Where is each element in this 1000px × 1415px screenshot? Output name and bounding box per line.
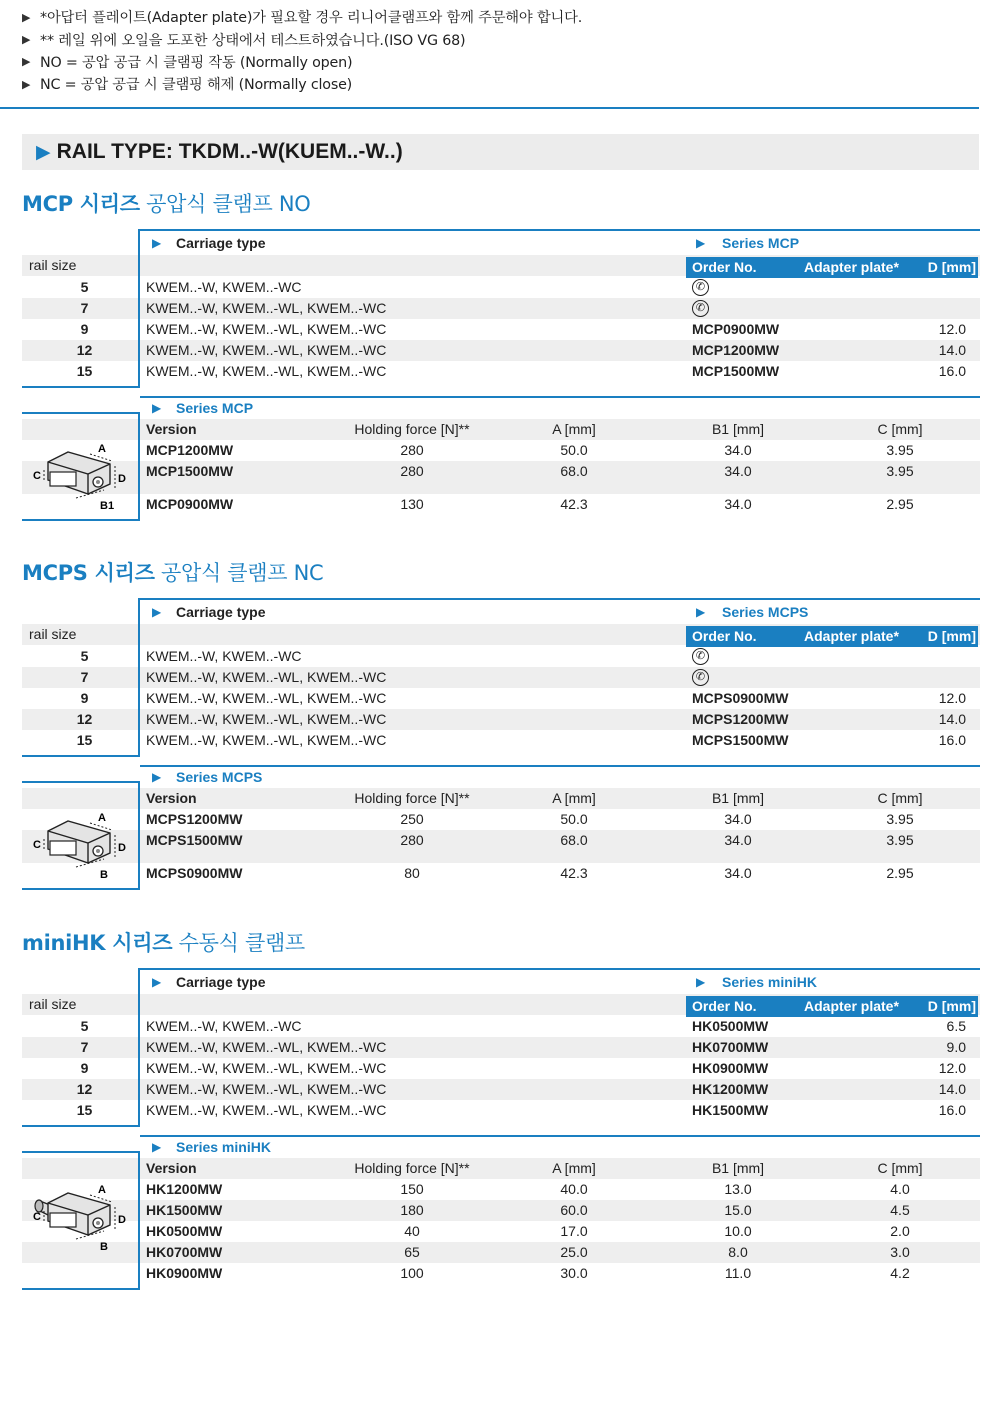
rail-size-value: 7 <box>80 669 89 685</box>
order-no-value: MCPS1500MW <box>692 732 789 748</box>
c-mm-label: C [mm] <box>877 1160 923 1176</box>
table-row <box>22 1100 980 1121</box>
carriage-value: KWEM..-W, KWEM..-WL, KWEM..-WC <box>146 669 387 685</box>
table-row <box>22 1058 980 1079</box>
rail-size-value: 5 <box>80 648 89 664</box>
table-border <box>138 412 140 521</box>
svg-text:C: C <box>33 470 41 482</box>
rail-size-value: 15 <box>76 363 93 379</box>
svg-text:A: A <box>98 812 106 824</box>
triangle-icon: ▶ <box>22 10 31 24</box>
section-title-desc: 수동식 클램프 <box>172 931 305 955</box>
rail-size-value: 12 <box>76 342 93 358</box>
version-value: HK1200MW <box>146 1181 223 1197</box>
table-border <box>22 1288 140 1290</box>
b1-mm-label: B1 [mm] <box>711 1160 765 1176</box>
table-border <box>140 968 980 970</box>
table-row <box>22 461 980 494</box>
rail-header-row <box>22 624 980 645</box>
holding-force-label: Holding force [N]** <box>354 790 470 806</box>
section-title-desc: 공압식 클램프 NO <box>139 192 311 216</box>
section-title-desc: 공압식 클램프 NC <box>154 561 324 585</box>
a-value: 68.0 <box>560 463 588 479</box>
b1-mm-label: B1 [mm] <box>711 790 765 806</box>
carriage-value: KWEM..-W, KWEM..-WL, KWEM..-WC <box>146 321 387 337</box>
holding-force-value: 80 <box>404 865 420 881</box>
holding-force-label: Holding force [N]** <box>354 421 470 437</box>
phone-cell <box>692 667 722 688</box>
adapter-plate-label: Adapter plate* <box>804 628 899 644</box>
diagram-wrap <box>30 434 130 517</box>
version-header-row <box>22 419 980 440</box>
section-title-series: MCP 시리즈 <box>22 192 140 216</box>
svg-text:B: B <box>100 1241 108 1253</box>
note-item: ▶ *아답터 플레이트(Adapter plate)가 필요할 경우 리니어클램프와 함께 주문해야 합니다. <box>22 10 583 27</box>
svg-text:C: C <box>33 1211 41 1223</box>
svg-text:A: A <box>98 443 106 455</box>
carriage-header-row <box>22 972 980 993</box>
order-no-value: HK0700MW <box>692 1039 769 1055</box>
c-value: 4.5 <box>890 1202 910 1218</box>
series-label: Series MCPS <box>176 769 263 785</box>
table-row <box>22 1016 980 1037</box>
carriage-value: KWEM..-W, KWEM..-WL, KWEM..-WC <box>146 363 387 379</box>
clamp-diagram-icon <box>30 434 130 514</box>
a-value: 68.0 <box>560 832 588 848</box>
triangle-icon: ▶ <box>22 33 31 47</box>
triangle-icon: ▶ <box>22 55 31 69</box>
c-value: 4.0 <box>890 1181 910 1197</box>
b1-mm-label: B1 [mm] <box>711 421 765 437</box>
triangle-icon: ▶ <box>696 236 706 250</box>
rail-size-label: rail size <box>29 626 77 642</box>
phone-icon[interactable]: ✆ <box>692 648 709 665</box>
holding-force-value: 280 <box>400 442 424 458</box>
note-item: ▶ ** 레일 위에 오일을 도포한 상태에서 테스트하였습니다.(ISO VG 68) <box>22 32 466 49</box>
phone-icon[interactable]: ✆ <box>692 300 709 317</box>
order-no-value: MCPS1200MW <box>692 711 789 727</box>
clamp-diagram-icon <box>30 1175 130 1255</box>
table-row <box>22 863 980 884</box>
holding-force-value: 180 <box>400 1202 424 1218</box>
d-value: 9.0 <box>946 1039 966 1055</box>
triangle-icon: ▶ <box>22 77 31 91</box>
series-label: Series miniHK <box>176 1139 271 1155</box>
holding-force-value: 100 <box>400 1265 424 1281</box>
adapter-plate-label: Adapter plate* <box>804 259 899 275</box>
phone-icon[interactable]: ✆ <box>692 669 709 686</box>
triangle-icon: ▶ <box>152 975 162 989</box>
series-label: Series miniHK <box>722 974 817 990</box>
carriage-value: KWEM..-W, KWEM..-WL, KWEM..-WC <box>146 1060 387 1076</box>
holding-force-value: 130 <box>400 496 424 512</box>
phone-cell <box>692 298 722 319</box>
carriage-type-label: Carriage type <box>176 974 266 990</box>
rail-size-value: 9 <box>80 321 89 337</box>
svg-text:B1: B1 <box>100 500 115 512</box>
svg-text:D: D <box>118 473 126 485</box>
section-title <box>22 188 310 218</box>
c-value: 3.0 <box>890 1244 910 1260</box>
order-no-value: MCP1200MW <box>692 342 780 358</box>
phone-cell <box>692 277 722 298</box>
rail-size-value: 7 <box>80 1039 89 1055</box>
table-border <box>22 755 140 757</box>
version-label: Version <box>146 1160 197 1176</box>
c-value: 2.0 <box>890 1223 910 1239</box>
triangle-icon: ▶ <box>152 605 162 619</box>
b1-value: 15.0 <box>724 1202 752 1218</box>
a-value: 60.0 <box>560 1202 588 1218</box>
triangle-icon: ▶ <box>696 975 706 989</box>
d-value <box>902 667 966 688</box>
d-mm-label: D [mm] <box>927 259 976 275</box>
d-value: 16.0 <box>938 732 966 748</box>
table-row <box>22 1079 980 1100</box>
carriage-header-row <box>22 233 980 254</box>
a-mm-label: A [mm] <box>552 421 596 437</box>
carriage-type-label: Carriage type <box>176 604 266 620</box>
d-value <box>902 646 966 667</box>
series-label: Series MCP <box>722 235 800 251</box>
svg-text:B: B <box>100 869 108 881</box>
table-row <box>22 361 980 382</box>
version-label: Version <box>146 790 197 806</box>
table-row <box>22 298 980 319</box>
table-border <box>22 1151 140 1153</box>
table-row <box>22 494 980 515</box>
section-title-series: miniHK 시리즈 <box>22 931 173 955</box>
carriage-value: KWEM..-W, KWEM..-WC <box>146 1018 302 1034</box>
table-row <box>22 830 980 863</box>
rail-size-value: 7 <box>80 300 89 316</box>
a-value: 50.0 <box>560 442 588 458</box>
holding-force-value: 40 <box>404 1223 420 1239</box>
table-row <box>22 730 980 751</box>
carriage-value: KWEM..-W, KWEM..-WL, KWEM..-WC <box>146 342 387 358</box>
table-row <box>22 277 980 298</box>
version-label: Version <box>146 421 197 437</box>
rail-size-value: 5 <box>80 1018 89 1034</box>
phone-icon[interactable]: ✆ <box>692 279 709 296</box>
note-item: ▶ NO = 공압 공급 시 클램핑 작동 (Normally open) <box>22 54 353 71</box>
triangle-icon: ▶ <box>152 1140 162 1154</box>
table-row <box>22 646 980 667</box>
diagram-box <box>22 412 140 521</box>
b1-value: 8.0 <box>728 1244 748 1260</box>
table-border <box>22 781 140 783</box>
order-no-value: HK0900MW <box>692 1060 769 1076</box>
b1-value: 10.0 <box>724 1223 752 1239</box>
b1-value: 34.0 <box>724 811 752 827</box>
order-no-value: MCP0900MW <box>692 321 780 337</box>
d-value <box>902 298 966 319</box>
b1-value: 34.0 <box>724 496 752 512</box>
rail-size-label: rail size <box>29 257 77 273</box>
series-label: Series MCPS <box>722 604 809 620</box>
svg-text:D: D <box>118 842 126 854</box>
carriage-type-label: Carriage type <box>176 235 266 251</box>
rail-type-title: RAIL TYPE: TKDM..-W(KUEM..-W..) <box>56 140 403 163</box>
version-series-row <box>22 1137 980 1158</box>
version-value: HK0700MW <box>146 1244 223 1260</box>
a-mm-label: A [mm] <box>552 790 596 806</box>
holding-force-value: 250 <box>400 811 424 827</box>
diagram-box <box>22 1151 140 1290</box>
table-border <box>138 229 140 388</box>
c-value: 3.95 <box>886 463 914 479</box>
table-row <box>22 1037 980 1058</box>
d-value: 16.0 <box>938 363 966 379</box>
table-border <box>22 386 140 388</box>
divider <box>0 107 979 109</box>
carriage-value: KWEM..-W, KWEM..-WL, KWEM..-WC <box>146 1081 387 1097</box>
c-value: 2.95 <box>886 865 914 881</box>
table-border <box>22 888 140 890</box>
holding-force-value: 280 <box>400 463 424 479</box>
b1-value: 34.0 <box>724 442 752 458</box>
series-label: Series MCP <box>176 400 254 416</box>
a-value: 17.0 <box>560 1223 588 1239</box>
table-row <box>22 709 980 730</box>
order-no-label: Order No. <box>692 628 757 644</box>
rail-size-value: 12 <box>76 1081 93 1097</box>
rail-header-row <box>22 255 980 276</box>
table-border <box>22 1125 140 1127</box>
rail-size-value: 12 <box>76 711 93 727</box>
version-value: MCP0900MW <box>146 496 234 512</box>
clamp-diagram-icon <box>30 803 130 883</box>
order-header <box>686 626 978 647</box>
order-no-value: HK1200MW <box>692 1081 769 1097</box>
holding-force-value: 280 <box>400 832 424 848</box>
section-title <box>22 557 323 587</box>
carriage-value: KWEM..-W, KWEM..-WL, KWEM..-WC <box>146 690 387 706</box>
a-value: 50.0 <box>560 811 588 827</box>
svg-text:C: C <box>33 839 41 851</box>
table-row <box>22 688 980 709</box>
table-row <box>22 1221 980 1242</box>
table-border <box>22 412 140 414</box>
diagram-wrap <box>30 1175 130 1258</box>
table-row <box>22 340 980 361</box>
c-mm-label: C [mm] <box>877 421 923 437</box>
b1-value: 34.0 <box>724 865 752 881</box>
order-header <box>686 996 978 1017</box>
version-value: HK1500MW <box>146 1202 223 1218</box>
d-value: 14.0 <box>938 1081 966 1097</box>
table-row <box>22 1242 980 1263</box>
table-row <box>22 667 980 688</box>
triangle-icon: ▶ <box>152 770 162 784</box>
table-border <box>22 519 140 521</box>
table-row <box>22 440 980 461</box>
section-title-series: MCPS 시리즈 <box>22 561 155 585</box>
order-no-value: MCPS0900MW <box>692 690 789 706</box>
d-value: 12.0 <box>938 690 966 706</box>
carriage-value: KWEM..-W, KWEM..-WL, KWEM..-WC <box>146 732 387 748</box>
c-value: 3.95 <box>886 832 914 848</box>
c-value: 3.95 <box>886 811 914 827</box>
spec-block <box>22 968 980 1288</box>
b1-value: 13.0 <box>724 1181 752 1197</box>
a-value: 42.3 <box>560 865 588 881</box>
note-item: ▶ NC = 공압 공급 시 클램핑 해제 (Normally close) <box>22 77 353 94</box>
table-border <box>140 598 980 600</box>
table-border <box>138 968 140 1127</box>
d-value: 12.0 <box>938 1060 966 1076</box>
spec-block <box>22 598 980 898</box>
d-mm-label: D [mm] <box>927 628 976 644</box>
table-row <box>22 1200 980 1221</box>
carriage-value: KWEM..-W, KWEM..-WL, KWEM..-WC <box>146 711 387 727</box>
diagram-box <box>22 781 140 890</box>
rail-size-value: 5 <box>80 279 89 295</box>
a-mm-label: A [mm] <box>552 1160 596 1176</box>
table-border <box>140 229 980 231</box>
d-mm-label: D [mm] <box>927 998 976 1014</box>
diagram-wrap <box>30 803 130 886</box>
holding-force-label: Holding force [N]** <box>354 1160 470 1176</box>
d-value: 14.0 <box>938 342 966 358</box>
order-no-value: HK1500MW <box>692 1102 769 1118</box>
holding-force-value: 65 <box>404 1244 420 1260</box>
triangle-icon: ▶ <box>36 141 51 163</box>
notes-list <box>22 6 982 96</box>
rail-size-value: 9 <box>80 690 89 706</box>
version-series-row <box>22 398 980 419</box>
version-value: MCPS1200MW <box>146 811 243 827</box>
carriage-value: KWEM..-W, KWEM..-WL, KWEM..-WC <box>146 1039 387 1055</box>
order-no-label: Order No. <box>692 998 757 1014</box>
c-value: 3.95 <box>886 442 914 458</box>
table-row <box>22 319 980 340</box>
table-row <box>22 1263 980 1284</box>
svg-text:D: D <box>118 1214 126 1226</box>
carriage-value: KWEM..-W, KWEM..-WC <box>146 648 302 664</box>
a-value: 30.0 <box>560 1265 588 1281</box>
c-mm-label: C [mm] <box>877 790 923 806</box>
d-value <box>902 277 966 298</box>
carriage-value: KWEM..-W, KWEM..-WL, KWEM..-WC <box>146 300 387 316</box>
order-header <box>686 257 978 278</box>
table-border <box>138 1151 140 1290</box>
a-value: 40.0 <box>560 1181 588 1197</box>
triangle-icon: ▶ <box>152 236 162 250</box>
adapter-plate-label: Adapter plate* <box>804 998 899 1014</box>
triangle-icon: ▶ <box>152 401 162 415</box>
b1-value: 34.0 <box>724 463 752 479</box>
rail-type-band <box>22 134 979 170</box>
c-value: 2.95 <box>886 496 914 512</box>
version-header-row <box>22 788 980 809</box>
version-value: HK0500MW <box>146 1223 223 1239</box>
section-title <box>22 927 305 957</box>
a-value: 42.3 <box>560 496 588 512</box>
d-value: 6.5 <box>946 1018 966 1034</box>
table-border <box>138 598 140 757</box>
rail-size-label: rail size <box>29 996 77 1012</box>
phone-cell <box>692 646 722 667</box>
rail-header-row <box>22 994 980 1015</box>
table-row <box>22 1179 980 1200</box>
d-value: 12.0 <box>938 321 966 337</box>
d-value: 16.0 <box>938 1102 966 1118</box>
rail-size-value: 9 <box>80 1060 89 1076</box>
version-value: HK0900MW <box>146 1265 223 1281</box>
spec-block <box>22 229 980 529</box>
c-value: 4.2 <box>890 1265 910 1281</box>
version-series-row <box>22 767 980 788</box>
version-value: MCP1200MW <box>146 442 234 458</box>
version-value: MCP1500MW <box>146 463 234 479</box>
triangle-icon: ▶ <box>696 605 706 619</box>
carriage-value: KWEM..-W, KWEM..-WC <box>146 279 302 295</box>
rail-size-value: 15 <box>76 1102 93 1118</box>
version-header-row <box>22 1158 980 1179</box>
a-value: 25.0 <box>560 1244 588 1260</box>
table-border <box>138 781 140 890</box>
b1-value: 11.0 <box>724 1265 752 1281</box>
order-no-value: HK0500MW <box>692 1018 769 1034</box>
version-value: MCPS1500MW <box>146 832 243 848</box>
table-row <box>22 809 980 830</box>
version-value: MCPS0900MW <box>146 865 243 881</box>
order-no-value: MCP1500MW <box>692 363 780 379</box>
carriage-value: KWEM..-W, KWEM..-WL, KWEM..-WC <box>146 1102 387 1118</box>
b1-value: 34.0 <box>724 832 752 848</box>
carriage-header-row <box>22 602 980 623</box>
holding-force-value: 150 <box>400 1181 424 1197</box>
rail-size-value: 15 <box>76 732 93 748</box>
svg-text:A: A <box>98 1184 106 1196</box>
order-no-label: Order No. <box>692 259 757 275</box>
d-value: 14.0 <box>938 711 966 727</box>
